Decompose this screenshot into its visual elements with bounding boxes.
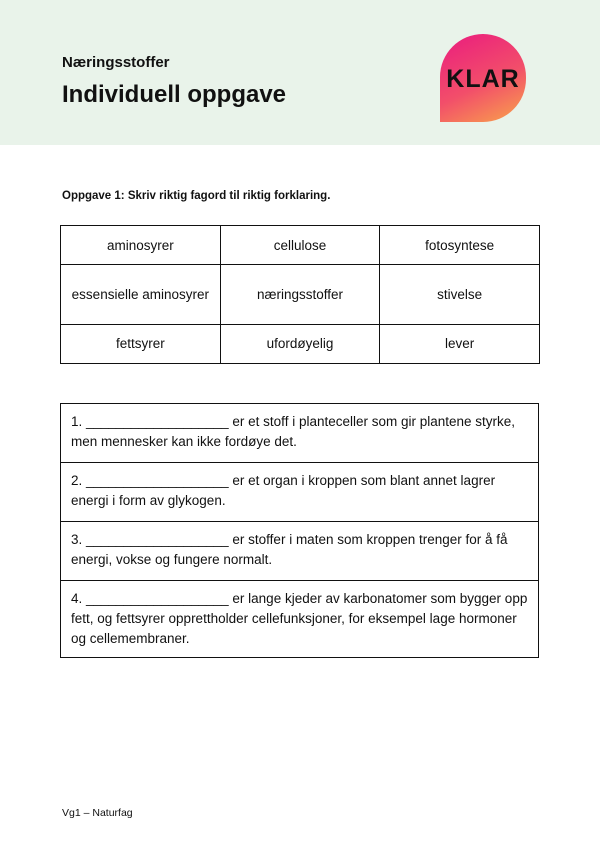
terms-row bbox=[61, 226, 540, 265]
term-cell: lever bbox=[380, 324, 540, 363]
term-cell: ufordøyelig bbox=[220, 324, 380, 363]
header-banner bbox=[0, 0, 600, 145]
klar-logo bbox=[440, 34, 526, 122]
term-cell: aminosyrer bbox=[61, 226, 221, 265]
question-item: 1. ___________________ er et stoff i planteceller som gir plantene styrke, men mennesker kan ikke fordøye det. bbox=[61, 404, 538, 463]
question-item: 3. ___________________ er stoffer i maten som kroppen trenger for å få energi, vokse og fungere normalt. bbox=[61, 522, 538, 581]
footer-course: Vg1 – Naturfag bbox=[62, 807, 133, 819]
term-cell: stivelse bbox=[380, 265, 540, 324]
page-title: Individuell oppgave bbox=[62, 81, 287, 108]
term-cell: fotosyntese bbox=[380, 226, 540, 265]
task-instruction: Oppgave 1: Skriv riktig fagord til riktig forklaring. bbox=[62, 190, 331, 202]
question-item: 4. ___________________ er lange kjeder av karbonatomer som bygger opp fett, og fettsyrer opprettholder cellefunksjoner, for eksempel lage hormoner og cellemembraner. bbox=[71, 591, 528, 646]
terms-row bbox=[61, 324, 540, 363]
term-cell: næringsstoffer bbox=[220, 265, 380, 324]
topic-subtitle: Næringsstoffer bbox=[62, 54, 170, 71]
logo-text: KLAR bbox=[446, 64, 520, 93]
term-cell: cellulose bbox=[220, 226, 380, 265]
term-cell: essensielle aminosyrer bbox=[61, 265, 221, 324]
terms-row bbox=[61, 265, 540, 324]
terms-table bbox=[60, 225, 540, 364]
term-cell: fettsyrer bbox=[61, 324, 221, 363]
questions-box bbox=[60, 403, 539, 658]
question-item: 2. ___________________ er et organ i kroppen som blant annet lagrer energi i form av glykogen. bbox=[61, 463, 538, 522]
